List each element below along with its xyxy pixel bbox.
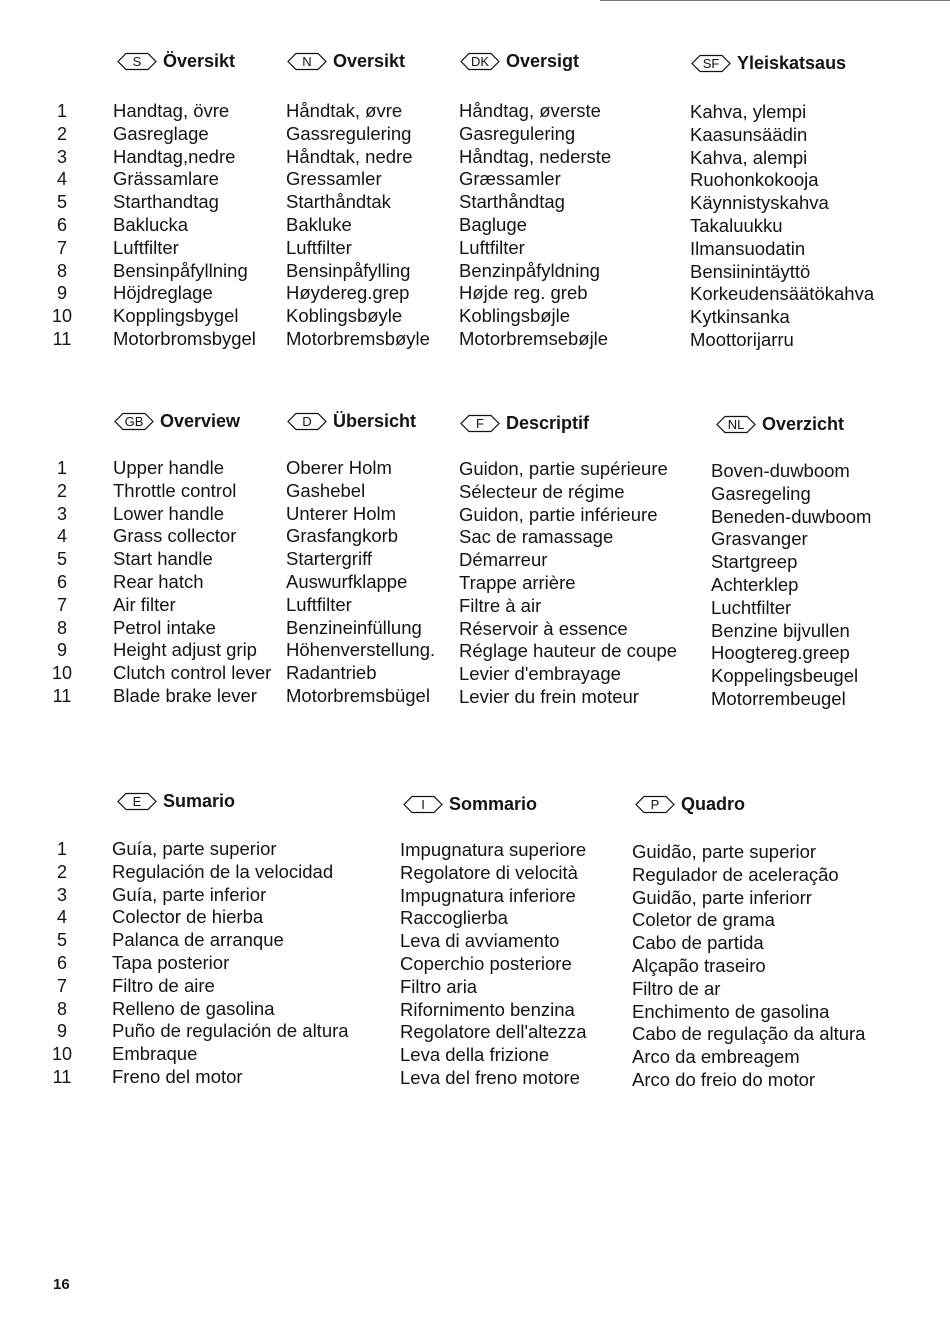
part-name: Handtag, övre — [113, 100, 230, 121]
column-header — [116, 52, 235, 82]
language-code: SF — [702, 56, 720, 71]
part-name: Auswurfklappe — [286, 570, 408, 592]
part-name: Håndtag, øverste — [459, 100, 601, 121]
part-name: Sac de ramassage — [459, 526, 614, 548]
part-name: Motorbromsbygel — [113, 327, 256, 349]
part-name: Guidão, parte inferiorr — [632, 886, 812, 908]
column-header — [715, 415, 844, 445]
language-code: F — [476, 416, 484, 431]
part-name: Moottorijarru — [690, 328, 794, 350]
part-name: Petrol intake — [113, 616, 216, 638]
part-list — [690, 101, 874, 352]
part-name: Koblingsbøyle — [286, 305, 403, 327]
part-name: Guidão, parte superior — [632, 841, 817, 862]
part-name: Grasvanger — [711, 528, 808, 550]
column-title: Översikt — [163, 51, 236, 71]
item-number-list — [42, 100, 82, 351]
part-name: Raccoglierba — [400, 907, 508, 929]
column-title: Sumario — [163, 791, 236, 811]
item-number: 11 — [52, 1066, 72, 1087]
language-code: N — [302, 54, 312, 69]
part-name: Grässamlare — [113, 168, 219, 190]
part-name: Coperchio posteriore — [400, 952, 572, 974]
item-number: 6 — [56, 571, 67, 592]
item-number-list — [42, 838, 82, 1089]
column-title: Overzicht — [762, 414, 845, 434]
part-name: Impugnatura superiore — [400, 839, 587, 860]
part-name: Luftfilter — [459, 236, 525, 258]
part-name: Benzineinfüllung — [286, 616, 422, 638]
item-number: 9 — [56, 283, 67, 304]
part-name: Luftfilter — [286, 236, 352, 258]
part-name: Upper handle — [113, 457, 225, 478]
language-code: I — [421, 797, 425, 812]
column-header — [286, 52, 405, 82]
part-name: Motorbremsbügel — [286, 684, 430, 706]
part-name: Kahva, ylempi — [690, 101, 807, 122]
part-name: Grass collector — [113, 525, 237, 547]
item-number-list — [42, 457, 82, 708]
part-name: Palanca de arranque — [112, 929, 284, 951]
part-name: Impugnatura inferiore — [400, 884, 576, 906]
part-name: Ruohonkokooja — [690, 169, 819, 191]
item-number: 7 — [56, 975, 67, 996]
part-name: Bensinpåfylling — [286, 259, 411, 281]
language-code: D — [302, 414, 312, 429]
column-title: Descriptif — [506, 413, 590, 433]
part-name: Leva del freno motore — [400, 1066, 580, 1088]
column-title: Oversigt — [506, 51, 580, 71]
part-name: Regolatore di velocità — [400, 861, 578, 883]
item-number: 5 — [56, 192, 67, 213]
part-name: Luftfilter — [286, 593, 352, 615]
part-name: Regulación de la velocidad — [112, 860, 334, 882]
part-name: Hoogtereg.greep — [711, 642, 850, 664]
item-number: 9 — [56, 640, 67, 661]
item-number: 10 — [51, 663, 73, 684]
item-number: 6 — [56, 214, 67, 235]
part-name: Relleno de gasolina — [112, 997, 275, 1019]
part-name: Startergriff — [286, 548, 373, 570]
part-name: Guía, parte inferior — [112, 883, 267, 905]
part-name: Leva di avviamento — [400, 930, 560, 952]
part-name: Benzinpåfyldning — [459, 259, 600, 281]
item-number: 3 — [56, 884, 67, 905]
part-name: Coletor de grama — [632, 909, 775, 931]
item-number: 7 — [56, 237, 67, 258]
part-name: Kahva, alempi — [690, 146, 808, 168]
page-number: 16 — [53, 1276, 70, 1293]
part-name: Käynnistyskahva — [690, 192, 829, 214]
language-badge — [113, 412, 155, 431]
part-name: Høydereg.grep — [286, 282, 410, 304]
part-list — [632, 841, 865, 1092]
column-header — [402, 795, 537, 825]
item-number: 10 — [51, 306, 73, 327]
item-number: 10 — [51, 1044, 73, 1065]
part-name: Oberer Holm — [286, 457, 392, 478]
item-number: 7 — [56, 594, 67, 615]
part-name: Sélecteur de régime — [459, 480, 625, 502]
part-name: Clutch control lever — [113, 662, 272, 684]
part-name: Kaasunsäädin — [690, 123, 808, 145]
item-number: 2 — [56, 123, 67, 144]
language-code: NL — [727, 417, 745, 432]
part-list — [459, 458, 677, 709]
part-name: Alçapão traseiro — [632, 954, 766, 976]
part-list — [459, 100, 611, 351]
item-number: 11 — [52, 328, 72, 349]
part-name: Motorbremsbøyle — [286, 327, 430, 349]
part-name: Achterklep — [711, 573, 799, 595]
part-name: Height adjust grip — [113, 639, 257, 661]
part-name: Radantrieb — [286, 662, 377, 684]
column-title: Sommario — [449, 794, 538, 814]
part-name: Gressamler — [286, 168, 382, 190]
part-name: Bensinpåfyllning — [113, 259, 248, 281]
part-name: Cabo de regulação da altura — [632, 1023, 866, 1045]
part-name: Filtro de aire — [112, 974, 215, 996]
part-name: Réservoir à essence — [459, 617, 628, 639]
part-name: Starthåndtak — [286, 191, 391, 213]
part-list — [400, 839, 587, 1090]
part-name: Embraque — [112, 1043, 198, 1065]
part-name: Kopplingsbygel — [113, 305, 239, 327]
part-name: Guía, parte superior — [112, 838, 277, 859]
part-name: Rifornimento benzina — [400, 998, 575, 1020]
column-header — [634, 795, 745, 825]
part-name: Luchtfilter — [711, 596, 792, 618]
part-list — [113, 100, 256, 351]
item-number: 8 — [56, 260, 67, 281]
part-name: Regolatore dell'altezza — [400, 1021, 587, 1043]
item-number: 8 — [56, 617, 67, 638]
language-badge — [402, 795, 444, 814]
item-number: 4 — [56, 169, 67, 190]
part-name: Tapa posterior — [112, 951, 230, 973]
part-name: Filtro aria — [400, 975, 478, 997]
item-number: 1 — [56, 839, 67, 859]
part-name: Filtre à air — [459, 594, 542, 616]
column-header — [459, 52, 579, 82]
part-name: Gasreglage — [113, 122, 209, 144]
column-title: Übersicht — [333, 411, 417, 431]
item-number: 5 — [56, 930, 67, 951]
part-name: Cabo de partida — [632, 932, 764, 954]
part-name: Gashebel — [286, 479, 366, 501]
language-badge — [116, 52, 158, 71]
item-number: 6 — [56, 952, 67, 973]
column-header — [690, 54, 846, 84]
part-name: Air filter — [113, 593, 176, 615]
part-name: Motorbremsebøjle — [459, 327, 609, 349]
part-name: Korkeudensäätökahva — [690, 283, 875, 305]
part-name: Gassregulering — [286, 122, 412, 144]
part-name: Réglage hauteur de coupe — [459, 640, 678, 662]
part-name: Motorrembeugel — [711, 687, 846, 709]
item-number: 3 — [56, 146, 67, 167]
item-number: 5 — [56, 549, 67, 570]
item-number: 11 — [52, 685, 72, 706]
item-number: 2 — [56, 480, 67, 501]
top-rule — [600, 0, 950, 1]
part-name: Beneden-duwboom — [711, 505, 872, 527]
item-number: 1 — [56, 458, 67, 478]
part-name: Levier du frein moteur — [459, 685, 639, 707]
part-name: Højde reg. greb — [459, 282, 588, 304]
part-list — [711, 460, 871, 711]
language-badge — [459, 52, 501, 71]
column-title: Quadro — [681, 794, 746, 814]
part-name: Enchimento de gasolina — [632, 1000, 830, 1022]
item-number: 1 — [56, 101, 67, 121]
language-code: GB — [124, 414, 144, 429]
part-name: Start handle — [113, 548, 213, 570]
language-code: E — [132, 794, 142, 809]
part-name: Puño de regulación de altura — [112, 1020, 349, 1042]
part-name: Regulador de aceleração — [632, 863, 839, 885]
part-name: Grasfangkorb — [286, 525, 399, 547]
part-name: Baklucka — [113, 213, 189, 235]
language-badge — [634, 795, 676, 814]
part-name: Handtag,nedre — [113, 145, 236, 167]
item-number: 4 — [56, 907, 67, 928]
column-title: Oversikt — [333, 51, 406, 71]
part-name: Arco do freio do motor — [632, 1068, 816, 1090]
part-name: Gasregulering — [459, 122, 576, 144]
part-name: Bakluke — [286, 213, 352, 235]
part-name: Filtro de ar — [632, 977, 721, 999]
part-name: Starthandtag — [113, 191, 219, 213]
column-title: Yleiskatsaus — [737, 53, 847, 73]
part-name: Gasregeling — [711, 482, 811, 504]
part-name: Höjdreglage — [113, 282, 213, 304]
part-name: Bagluge — [459, 213, 527, 235]
column-title: Overview — [160, 411, 241, 431]
column-header — [286, 412, 416, 442]
language-badge — [286, 412, 328, 431]
language-badge — [715, 415, 757, 434]
part-name: Throttle control — [113, 479, 237, 501]
part-name: Kytkinsanka — [690, 306, 790, 328]
part-name: Blade brake lever — [113, 684, 257, 706]
part-name: Unterer Holm — [286, 502, 396, 524]
part-name: Startgreep — [711, 551, 798, 573]
part-name: Ilmansuodatin — [690, 237, 806, 259]
part-name: Koblingsbøjle — [459, 305, 571, 327]
part-list — [112, 838, 349, 1089]
language-code: DK — [470, 54, 490, 69]
part-name: Colector de hierba — [112, 906, 264, 928]
part-name: Takaluukku — [690, 214, 783, 236]
part-name: Trappe arrière — [459, 571, 576, 593]
part-name: Freno del motor — [112, 1065, 243, 1087]
part-name: Boven-duwboom — [711, 460, 850, 481]
part-name: Håndtag, nederste — [459, 145, 612, 167]
item-number: 9 — [56, 1021, 67, 1042]
part-name: Guidon, partie inférieure — [459, 503, 658, 525]
part-name: Guidon, partie supérieure — [459, 458, 668, 479]
language-badge — [459, 414, 501, 433]
language-code: P — [650, 797, 660, 812]
part-name: Höhenverstellung. — [286, 639, 436, 661]
part-name: Håndtak, nedre — [286, 145, 413, 167]
column-header — [113, 412, 240, 442]
part-list — [286, 457, 435, 708]
column-header — [459, 414, 589, 444]
part-name: Démarreur — [459, 549, 548, 571]
item-number: 4 — [56, 526, 67, 547]
part-name: Håndtak, øvre — [286, 100, 403, 121]
part-name: Leva della frizione — [400, 1044, 550, 1066]
part-name: Lower handle — [113, 502, 225, 524]
language-badge — [690, 54, 732, 73]
item-number: 2 — [56, 861, 67, 882]
item-number: 3 — [56, 503, 67, 524]
part-name: Bensiinintäyttö — [690, 260, 811, 282]
part-name: Græssamler — [459, 168, 561, 190]
part-name: Starthåndtag — [459, 191, 565, 213]
part-list — [286, 100, 430, 351]
part-name: Arco da embreagem — [632, 1046, 800, 1068]
part-name: Koppelingsbeugel — [711, 665, 859, 687]
language-badge — [116, 792, 158, 811]
language-badge — [286, 52, 328, 71]
item-number: 8 — [56, 998, 67, 1019]
part-name: Luftfilter — [113, 236, 179, 258]
part-name: Rear hatch — [113, 570, 204, 592]
part-list — [113, 457, 271, 708]
part-name: Levier d'embrayage — [459, 663, 621, 685]
language-code: S — [132, 54, 142, 69]
column-header — [116, 792, 235, 822]
part-name: Benzine bijvullen — [711, 619, 850, 641]
